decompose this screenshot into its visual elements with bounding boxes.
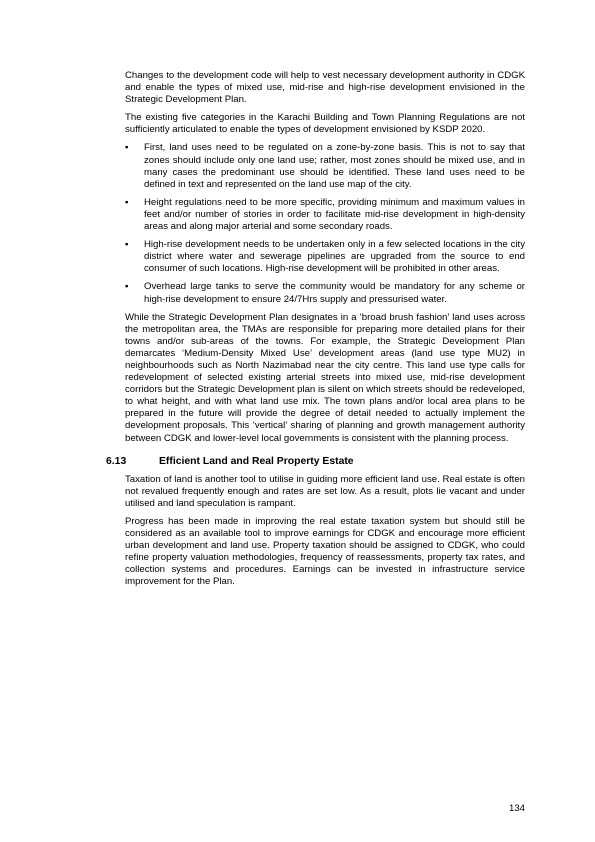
list-item-text: First, land uses need to be regulated on a zone-by-zone basis. This is not to say that zones should include only one land use; rather, most zones should be mixed use, and in many cases the predominant use should be identified. These land uses need to be defined in text and represented on the land use map of the city.	[144, 142, 525, 190]
list-item-text: High-rise development needs to be undertaken only in a few selected locations in the city district where water and sewerage pipelines are upgraded from the source to end consumer of such locations. High-rise development will be prohibited in other areas.	[144, 239, 525, 275]
bullet-square-icon: ▪	[125, 142, 129, 154]
list-item-text: Height regulations need to be more specific, providing minimum and maximum values in feet and/or number of stories in order to facilitate mid-rise development in high-density areas and along major arterial and some secondary roads.	[144, 196, 525, 233]
body-paragraph: While the Strategic Development Plan designates in a ‘broad brush fashion’ land uses across the metropolitan area, the TMAs are responsible for preparing more detailed plans for their towns and/or sub-areas of the towns. For example, the Strategic Development Plan demarcates ‘Medium-Density Mixed Use’ development areas (land use type MU2) in neighbourhoods such as North Nazimabad near the city centre. This land use type calls for redevelopment of selected existing arterial streets into mixed use, mid-rise development corridors but the Strategic Development plan is silent on which streets should be redeveloped, to what height, and with what land use mix. The town plans and/or local area plans to be prepared in the future will provide the degree of detail needed to actually implement the development proposals. This ‘vertical’ sharing of planning and growth management authority between CDGK and lower-level local governments is consistent with the planning process.	[125, 311, 525, 444]
section-title: Efficient Land and Real Property Estate	[159, 455, 354, 467]
intro-paragraph: Changes to the development code will help to vest necessary development authority in CDGK and enable the types of mixed use, mid-rise and high-rise development envisioned in the Strategic Development Plan.	[125, 70, 525, 106]
list-item	[125, 142, 525, 190]
page-body	[106, 70, 525, 594]
section-paragraph: Progress has been made in improving the real estate taxation system but should still be considered as an available tool to improve earnings for CDGK and encourage more efficient urban development and land use. Property taxation should be assigned to CDGK, who could refine property valuation methodologies, frequency of reassessments, property tax rates, and collection systems and procedures. Earnings can be invested in infrastructure service improvement for the Plan.	[125, 515, 525, 588]
list-item	[125, 281, 525, 305]
intro-paragraph: The existing five categories in the Karachi Building and Town Planning Regulations are not sufficiently articulated to enable the types of development envisioned by KSDP 2020.	[125, 112, 525, 136]
bullet-square-icon: ▪	[125, 196, 129, 208]
page-number: 134	[508, 803, 525, 814]
list-item-text: Overhead large tanks to serve the community would be mandatory for any scheme or high-rise development to ensure 24/7Hrs supply and pressurised water.	[144, 281, 525, 305]
list-item	[125, 197, 525, 233]
bullet-square-icon: ▪	[125, 239, 129, 251]
section-heading	[106, 455, 525, 468]
list-item	[125, 239, 525, 275]
regulation-bullet-list	[125, 142, 525, 305]
section-number: 6.13	[106, 455, 127, 467]
section-paragraph: Taxation of land is another tool to utilise in guiding more efficient land use. Real estate is often not revalued frequently enough and rates are set low. As a result, plots lie vacant and under utilised and land speculation is rampant.	[125, 473, 525, 509]
bullet-square-icon: ▪	[125, 281, 129, 293]
